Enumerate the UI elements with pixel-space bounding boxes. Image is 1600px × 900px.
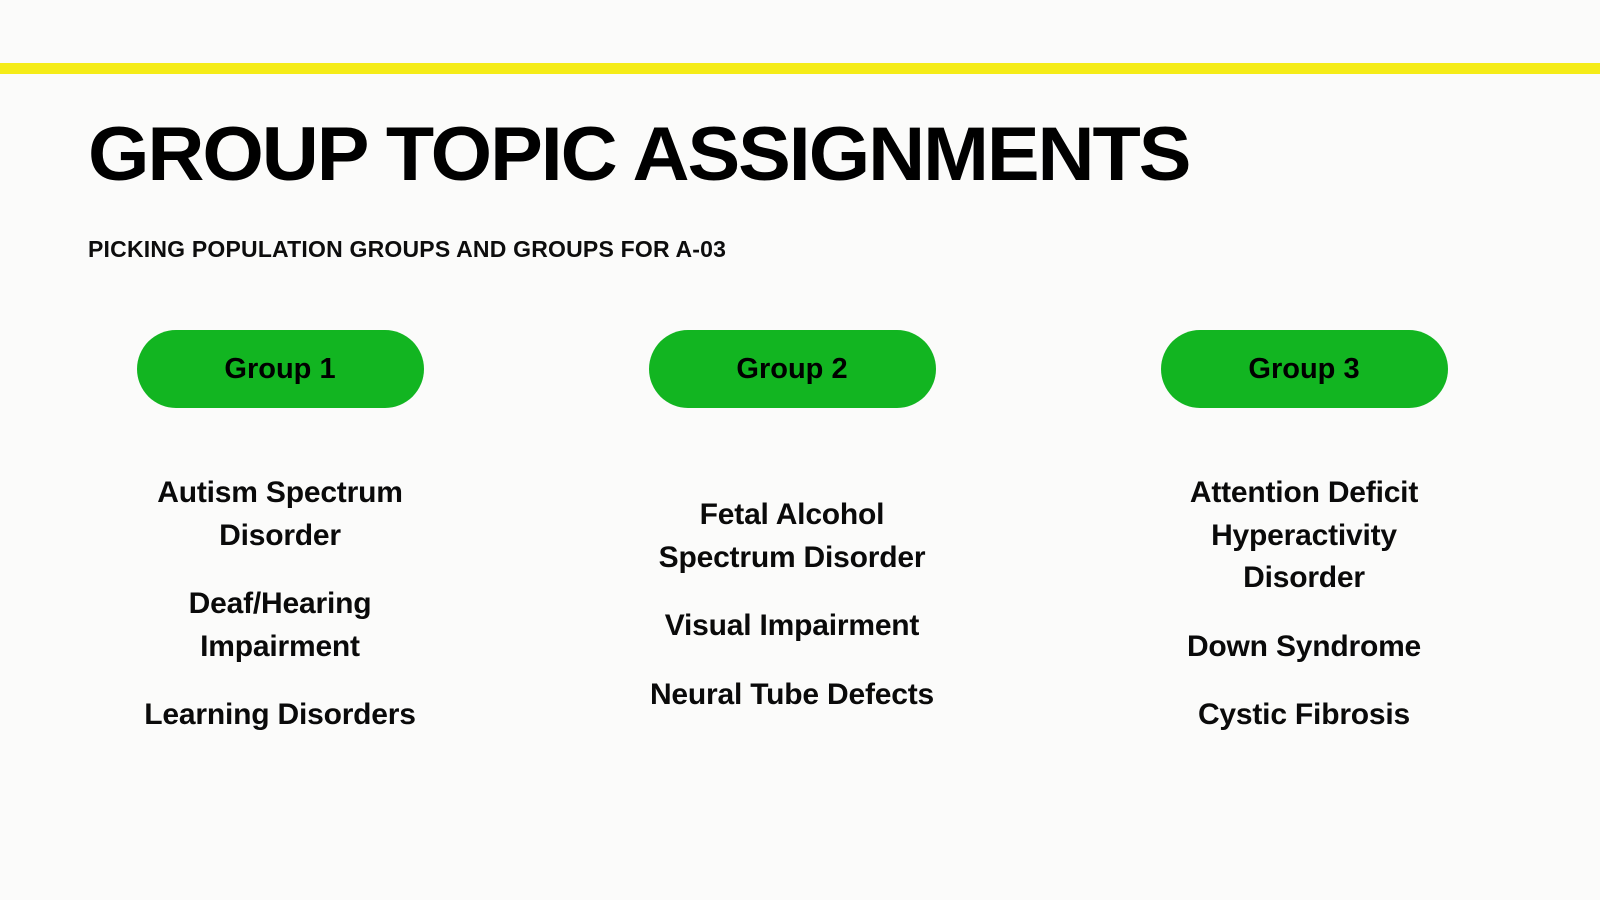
group-topic-list-2 <box>536 494 1048 716</box>
list-item: Deaf/Hearing Impairment <box>188 587 372 663</box>
list-item: Attention Deficit Hyperactivity Disorder <box>1189 476 1419 595</box>
group-column-1 <box>24 330 536 737</box>
group-badge-2: Group 2 <box>649 330 936 408</box>
list-item: Visual Impairment <box>664 609 920 643</box>
group-column-2 <box>536 330 1048 737</box>
group-topic-list-1 <box>24 472 536 737</box>
page-title: GROUP TOPIC ASSIGNMENTS <box>88 112 1190 197</box>
groups-container <box>0 330 1600 737</box>
list-item: Neural Tube Defects <box>649 677 935 711</box>
list-item: Fetal Alcohol Spectrum Disorder <box>658 498 926 574</box>
page-subtitle: PICKING POPULATION GROUPS AND GROUPS FOR A-03 <box>88 236 727 262</box>
group-badge-3: Group 3 <box>1161 330 1448 408</box>
list-item: Autism Spectrum Disorder <box>157 476 403 552</box>
list-item: Learning Disorders <box>144 698 416 732</box>
accent-bar <box>0 63 1600 74</box>
list-item: Down Syndrome <box>1186 629 1422 663</box>
group-column-3 <box>1048 330 1560 737</box>
group-badge-1: Group 1 <box>137 330 424 408</box>
list-item: Cystic Fibrosis <box>1197 698 1411 732</box>
group-topic-list-3 <box>1048 472 1560 737</box>
